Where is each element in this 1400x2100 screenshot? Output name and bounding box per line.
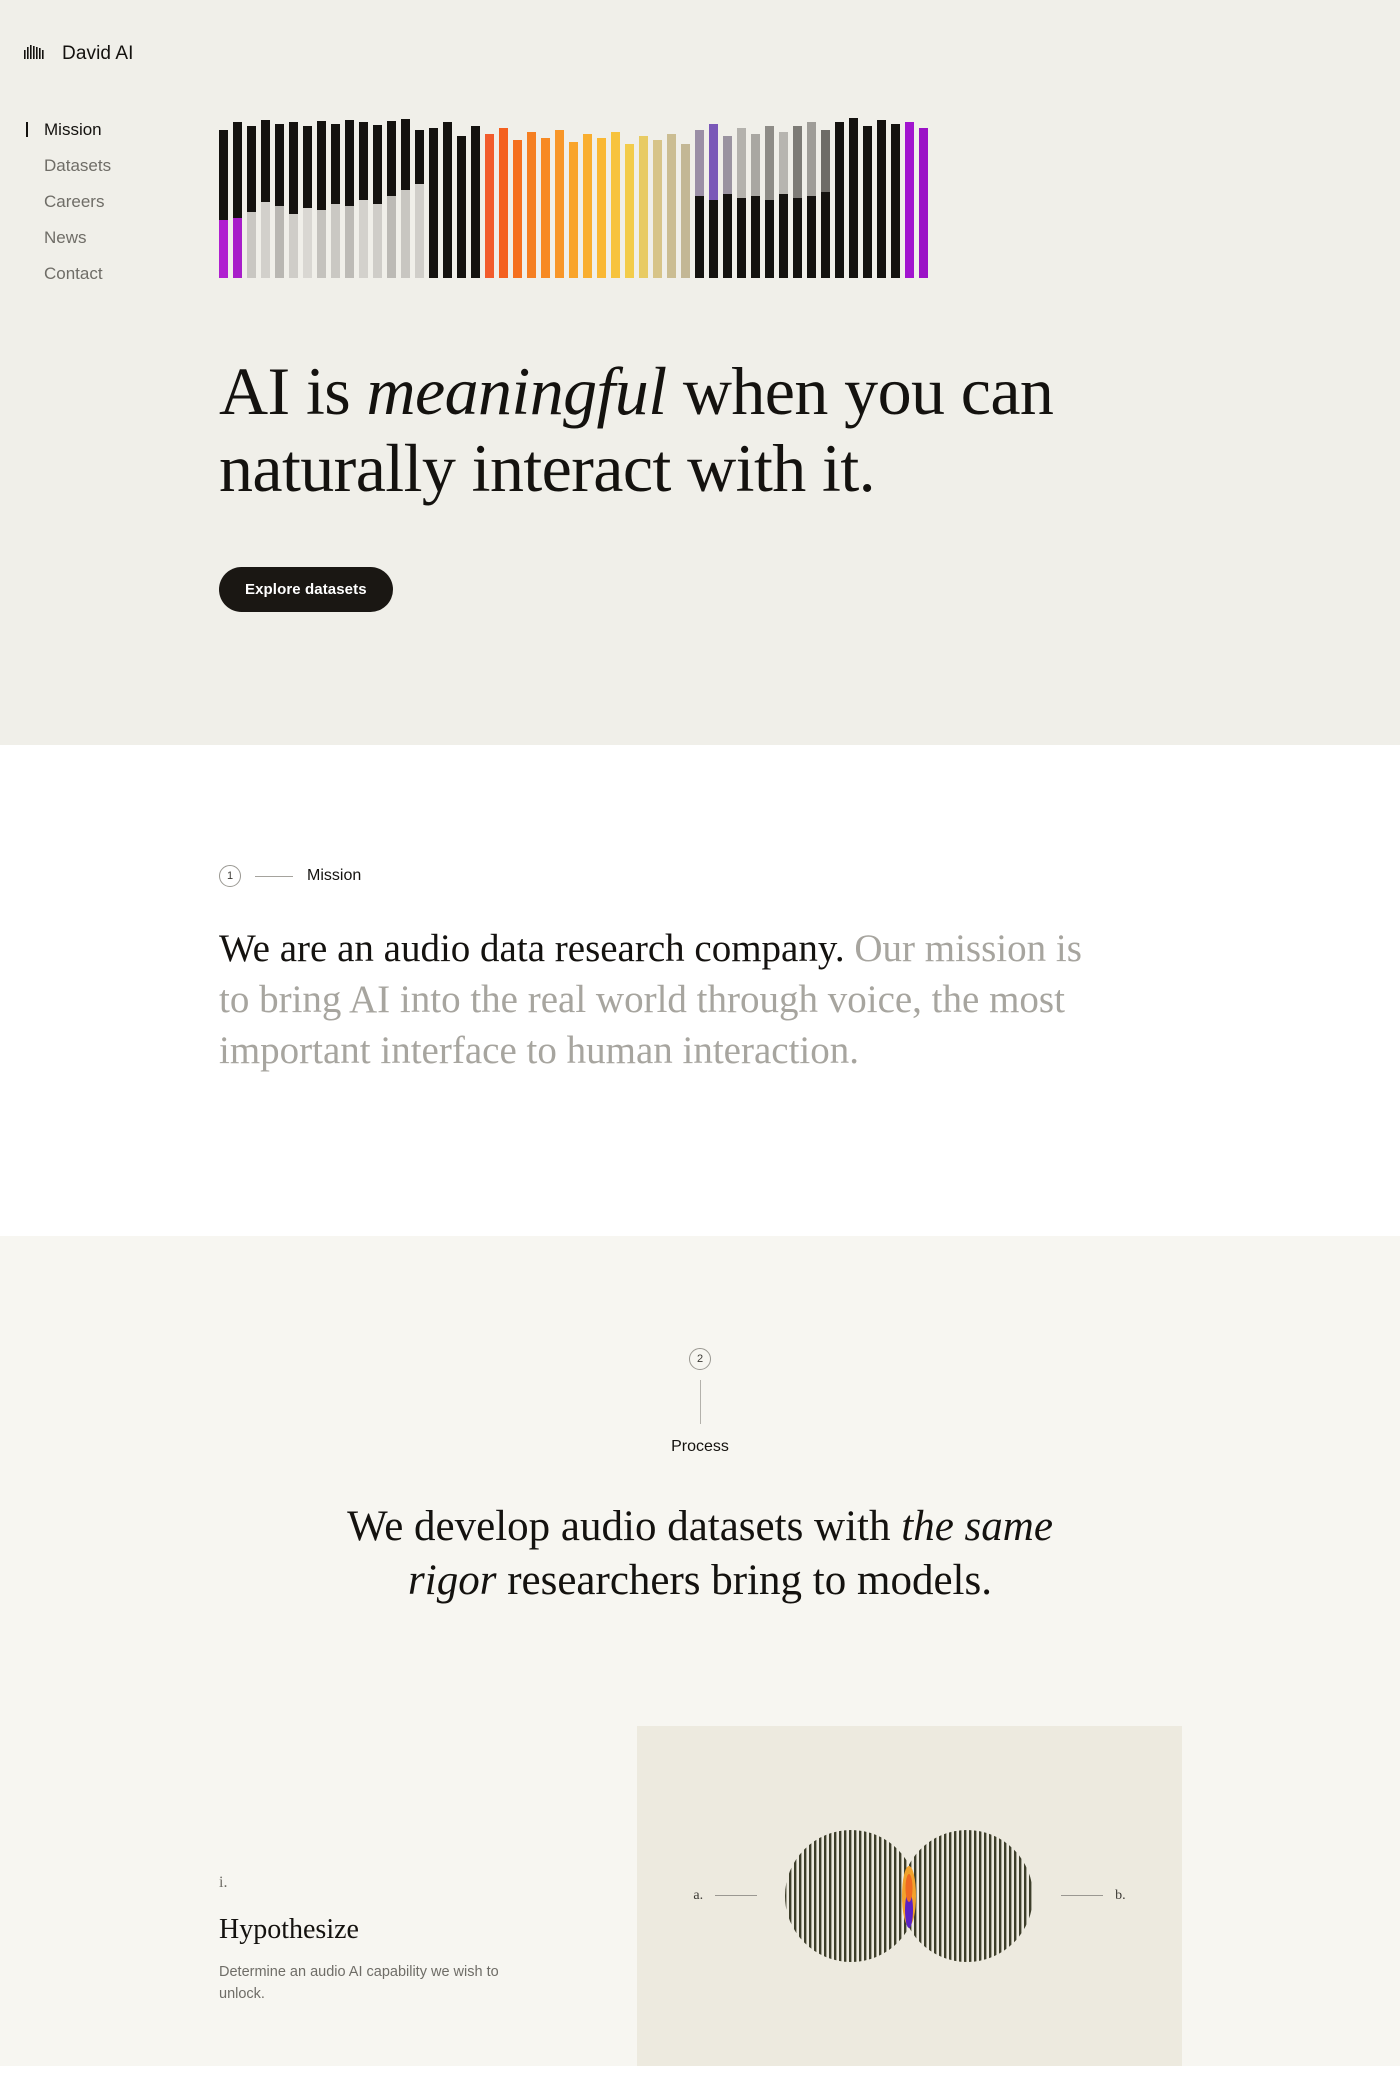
hero-section [0, 0, 1400, 745]
nav-label: Contact [44, 264, 103, 283]
sidebar-item-news[interactable] [26, 220, 176, 256]
step-index: i. [219, 1874, 228, 1892]
process-title-emphasis: the same rigor [408, 1503, 1053, 1604]
hero-title-part2: when you can naturally interact with it. [219, 353, 1054, 506]
vertical-connector-line [700, 1380, 701, 1424]
striped-lobes-graphic [769, 1826, 1049, 1966]
step-description: Determine an audio AI capability we wish to unlock. [219, 1964, 499, 2002]
figure-leader-line-right [1061, 1895, 1103, 1896]
figure-leader-line-left [715, 1895, 757, 1896]
nav-label: Mission [44, 120, 102, 139]
nav-label: Careers [44, 192, 105, 211]
explore-datasets-button[interactable]: Explore datasets [219, 567, 393, 612]
process-title-part1: We develop audio datasets with [347, 1503, 902, 1551]
section-number-badge: 2 [689, 1348, 711, 1370]
two-lobe-striped-diagram [637, 1726, 1182, 2066]
brand-name: David AI [62, 43, 134, 64]
sidebar-item-careers[interactable] [26, 184, 176, 220]
process-section [0, 1236, 1400, 2066]
figure-label-a: a. [693, 1887, 704, 1903]
hero-title-emphasis: meaningful [366, 353, 667, 429]
figure-label-b: b. [1115, 1887, 1126, 1903]
process-title [320, 1500, 1080, 1608]
sidebar-item-datasets[interactable] [26, 148, 176, 184]
mission-section-label [219, 865, 1400, 887]
step-title: Hypothesize [219, 1914, 359, 1946]
sidebar-nav [26, 112, 176, 292]
section-number-badge: 1 [219, 865, 241, 887]
waveform-logo-icon [22, 41, 48, 67]
section-label-text: Mission [307, 867, 362, 884]
mission-lead: We are an audio data research company. [219, 927, 845, 970]
nav-label: News [44, 228, 87, 247]
sidebar-item-contact[interactable] [26, 256, 176, 292]
process-section-label [0, 1348, 1400, 1456]
brand-logo[interactable] [22, 41, 134, 67]
sidebar-item-mission[interactable] [26, 112, 176, 148]
top-bar [0, 0, 1400, 108]
hero-title-part1: AI is [219, 353, 367, 429]
section-label-text: Process [671, 1438, 729, 1456]
mission-statement [219, 923, 1119, 1076]
mission-body: Our mission is to bring AI into the real world through voice, the most important interface to human interaction. [219, 927, 1082, 1073]
process-title-part2: researchers bring to models. [496, 1556, 992, 1604]
mission-section [0, 745, 1400, 1236]
divider-line [255, 876, 293, 877]
page-title [219, 353, 1229, 507]
colored-waveform-bars [219, 108, 1340, 278]
process-step-row [0, 1726, 1400, 2066]
nav-label: Datasets [44, 156, 112, 175]
process-step-text [219, 1874, 637, 2066]
